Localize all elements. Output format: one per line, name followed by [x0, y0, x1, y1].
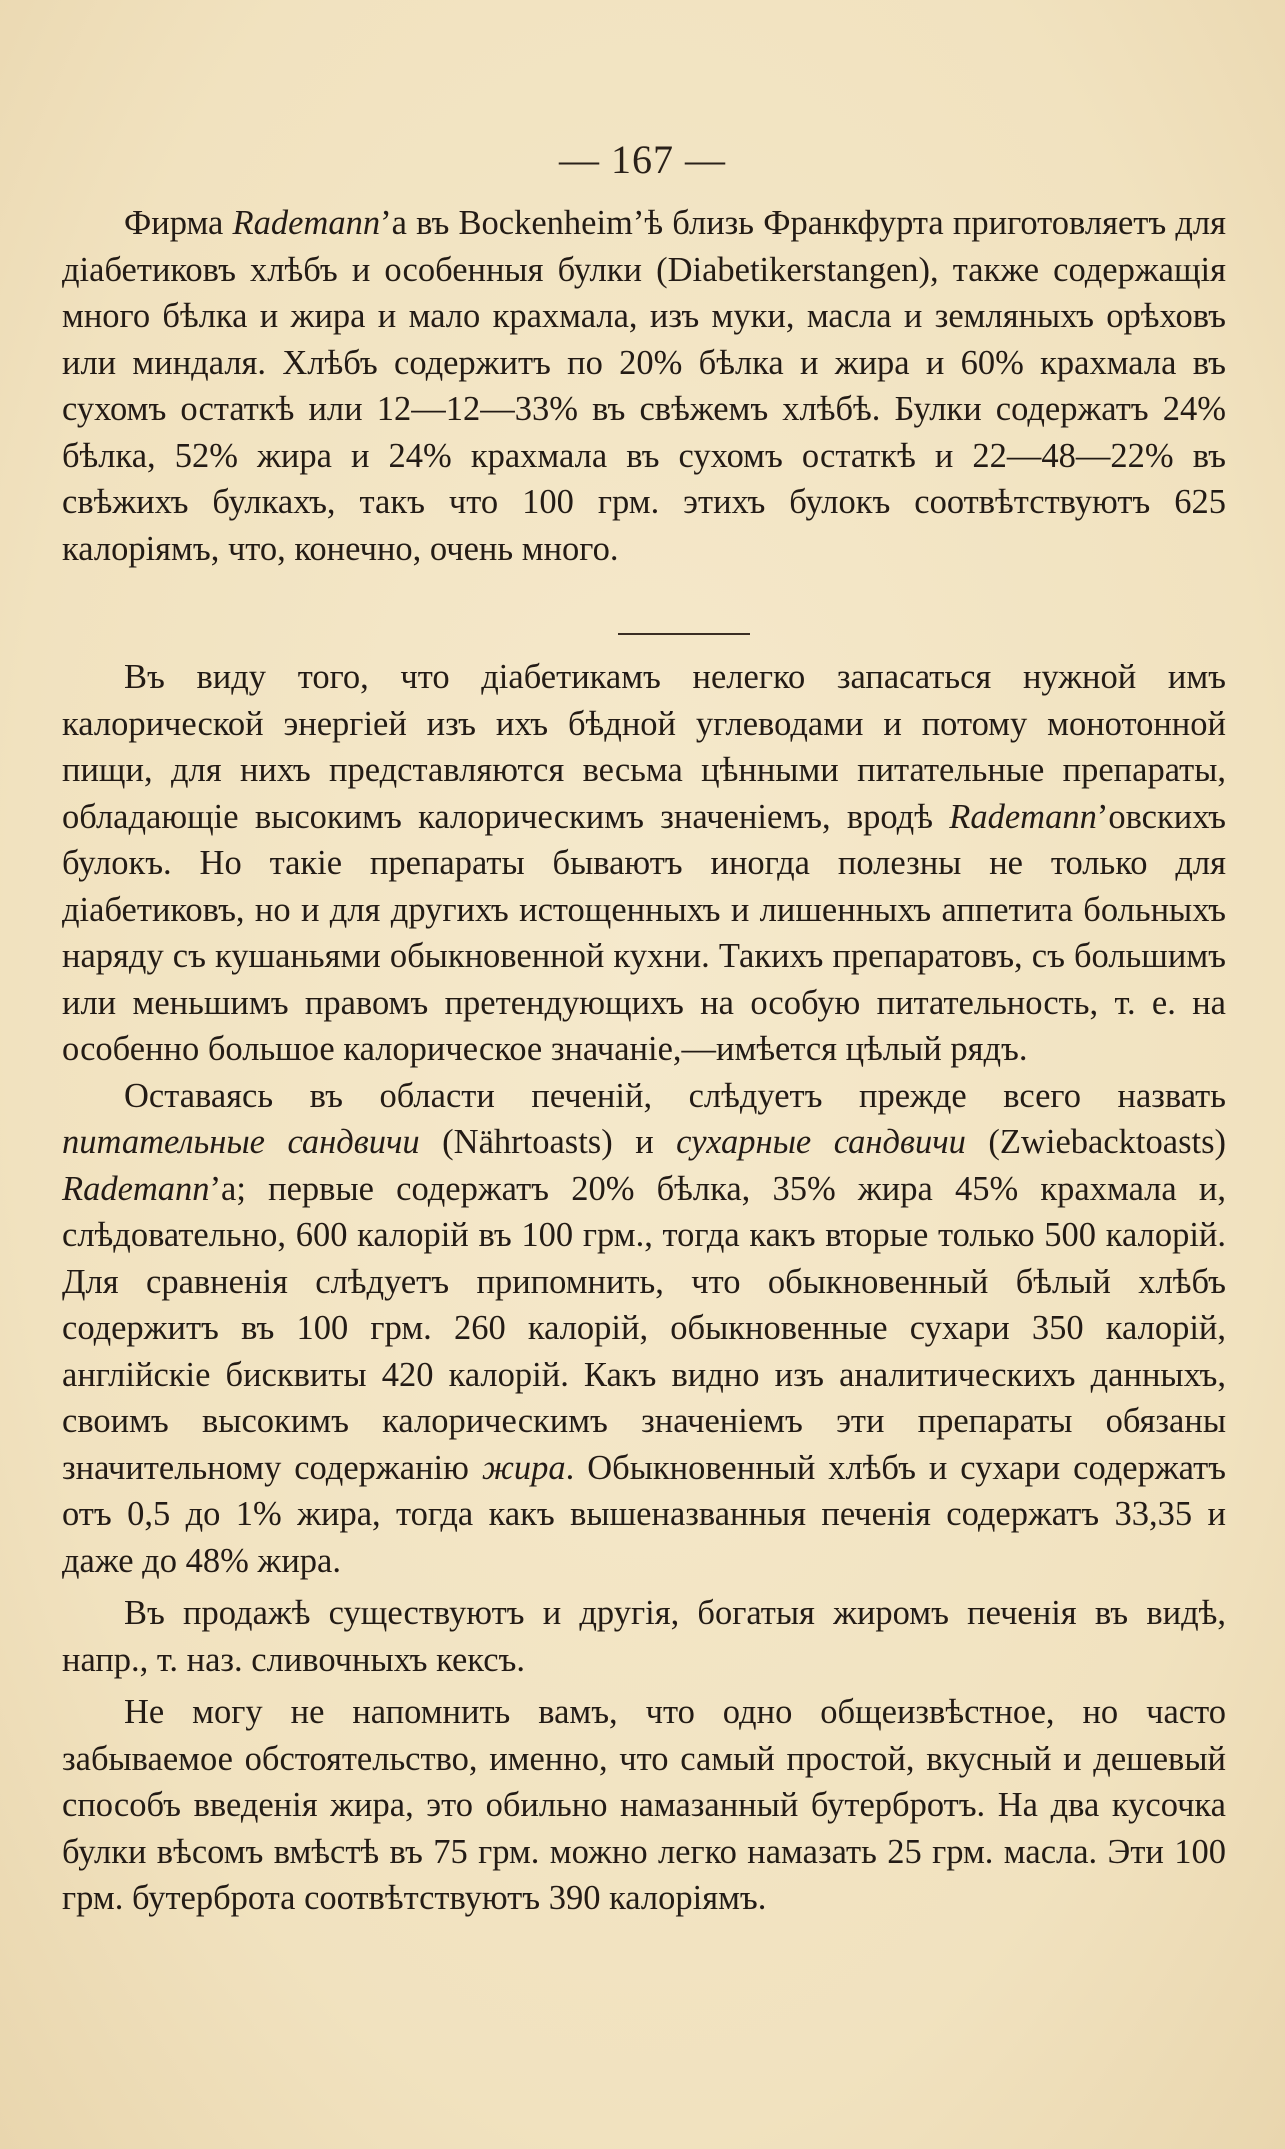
- italic-run: жира: [481, 1448, 566, 1487]
- text-run: ’овскихъ булокъ. Но такіе препараты бываютъ иногда полезны не только для діабетиковъ, но и для другихъ истощенныхъ и лишенныхъ аппетита больныхъ наряду съ кушаньями обыкновенной кухни. Такихъ препаратовъ, съ большимъ или меньшимъ правомъ претендующихъ на особую питательность, т. е. на особенно большое калорическое значаніе,—имѣется цѣлый рядъ.: [62, 797, 1226, 1068]
- text-run: Не могу не напомнить вамъ, что одно общеизвѣстное, но часто забываемое обстоятельство, именно, что самый простой, вкусный и дешевый способъ введенія жира, это обильно намазанный бутербротъ. На два кусочка булки вѣсомъ вмѣстѣ въ 75 грм. можно легко намазать 25 грм. масла. Эти 100 грм. бутерброта соотвѣтствуютъ 390 калоріямъ.: [62, 1693, 1226, 1917]
- text-run: ’а; первые содержатъ 20% бѣлка, 35% жира 45% крахмала и, слѣдовательно, 600 калорій въ 100 грм., тогда какъ вторые только 500 калорій. Для сравненія слѣдуетъ припомнить, что обыкновенный бѣлый хлѣбъ содержитъ въ 100 грм. 260 калорій, обыкновенные сухари 350 калорій, англійскіе бисквиты 420 калорій. Какъ видно изъ аналитическихъ данныхъ, своимъ высокимъ калорическимъ значеніемъ эти препараты обязаны значительному содержанію: [62, 1169, 1226, 1487]
- italic-run: питательные сандвичи: [62, 1123, 420, 1161]
- paragraph: [62, 200, 1226, 572]
- text-run: (Nährtoasts) и: [419, 1123, 677, 1161]
- paragraph: [62, 1590, 1226, 1683]
- italic-run: Rademann: [62, 1169, 210, 1208]
- text-run: Фирма: [124, 204, 233, 242]
- text-run: ’а въ Bockenheim’ѣ близь Франкфурта приготовляетъ для діабетиковъ хлѣбъ и особенныя булки (Diabetikerstangen), также содержащія много бѣлка и жира и мало крахмала, изъ муки, масла и земляныхъ орѣховъ или миндаля. Хлѣбъ содержитъ по 20% бѣлка и жира и 60% крахмала въ сухомъ остаткѣ или 12—12—33% въ свѣжемъ хлѣбѣ. Булки содержатъ 24% бѣлка, 52% жира и 24% крахмала въ сухомъ остаткѣ и 22—48—22% въ свѣжихъ булкахъ, такъ что 100 грм. этихъ булокъ соотвѣтствуютъ 625 калоріямъ, что, конечно, очень много.: [62, 204, 1226, 568]
- paragraph: [62, 654, 1226, 1073]
- section-divider: [618, 633, 750, 635]
- italic-run: Rademann: [232, 204, 381, 242]
- section-nutritional-preparations: [62, 654, 1226, 1922]
- text-run: Оставаясь въ области печеній, слѣдуетъ прежде всего назвать: [124, 1076, 1226, 1115]
- text-run: (Zwiebacktoasts): [965, 1123, 1226, 1161]
- text-run: . Обыкновенный хлѣбъ и сухари содержатъ отъ 0,5 до 1% жира, тогда какъ вышеназванныя печенія содержатъ 33,35 и даже до 48% жира.: [62, 1448, 1226, 1580]
- italic-run: сухарные сандвичи: [676, 1123, 966, 1161]
- paragraph: [62, 1073, 1226, 1585]
- text-run: Въ виду того, что діабетикамъ нелегко запасаться нужной имъ калорической энергіей изъ ихъ бѣдной углеводами и потому монотонной пищи, для нихъ представляются весьма цѣнными питательные препараты, обладающіе высокимъ калорическимъ значеніемъ, вродѣ: [62, 658, 1226, 836]
- paragraph: [62, 1689, 1226, 1922]
- italic-run: Rademann: [949, 797, 1097, 836]
- page-number: — 167 —: [559, 137, 726, 182]
- section-rademann-bread: [62, 200, 1226, 572]
- text-run: Въ продажѣ существуютъ и другія, богатыя жиромъ печенія въ видѣ, напр., т. наз. сливочныхъ кексъ.: [62, 1594, 1226, 1679]
